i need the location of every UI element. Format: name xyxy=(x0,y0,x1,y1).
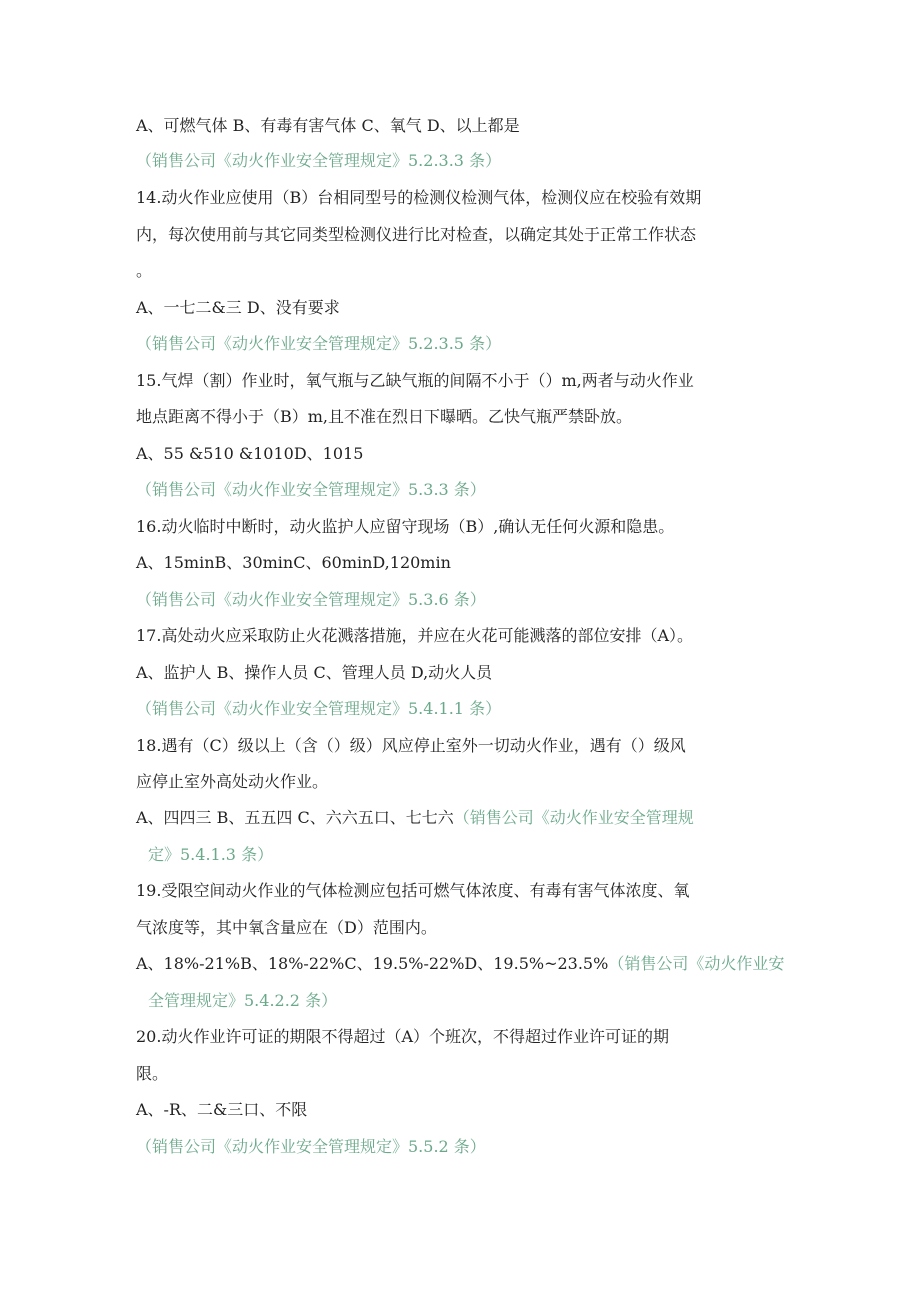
q19-question-line1: 19.受限空间动火作业的气体检测应包括可燃气体浓度、有毒有害气体浓度、氧 xyxy=(136,881,690,900)
q16-reference: （销售公司《动火作业安全管理规定》5.3.6 条） xyxy=(136,590,486,609)
q15-question-line2: 地点距离不得小于（B）m,且不准在烈日下曝晒。乙快气瓶严禁卧放。 xyxy=(136,407,633,426)
q14-question-line1: 14.动火作业应使用（B）台相同型号的检测仪检测气体，检测仪应在校验有效期 xyxy=(136,188,702,207)
q19-options xyxy=(136,953,784,975)
q20-question-line2: 限。 xyxy=(136,1064,169,1083)
q16-options: A、15minB、30minC、60minD,120min xyxy=(136,553,451,572)
q14-question-line2: 内，每次使用前与其它同类型检测仪进行比对检查，以确定其处于正常工作状态 xyxy=(136,225,697,244)
q18-question-line1: 18.遇有（C）级以上（含（）级）风应停止室外一切动火作业，遇有（）级风 xyxy=(136,736,686,755)
q14-options: A、一七二&三 D、没有要求 xyxy=(136,298,340,317)
q16-question: 16.动火临时中断时，动火监护人应留守现场（B）,确认无任何火源和隐患。 xyxy=(136,517,675,536)
q19-reference-end: 全管理规定》5.4.2.2 条） xyxy=(148,991,338,1010)
q18-question-line2: 应停止室外高处动火作业。 xyxy=(136,772,329,791)
q17-options: A、监护人 B、操作人员 C、管理人员 D,动火人员 xyxy=(136,663,493,682)
q15-reference: （销售公司《动火作业安全管理规定》5.3.3 条） xyxy=(136,480,486,499)
q19-reference-start: （销售公司《动火作业安 xyxy=(608,954,785,973)
q18-reference-end: 定》5.4.1.3 条） xyxy=(148,845,274,864)
q20-question-line1: 20.动火作业许可证的期限不得超过（A）个班次，不得超过作业许可证的期 xyxy=(136,1027,670,1046)
q18-options xyxy=(136,807,694,829)
q17-reference: （销售公司《动火作业安全管理规定》5.4.1.1 条） xyxy=(136,699,502,718)
q20-options: A、-R、二&三口、不限 xyxy=(136,1100,308,1119)
q13-options: A、可燃气体 B、有毒有害气体 C、氧气 D、以上都是 xyxy=(136,116,520,135)
q18-reference-start: （销售公司《动火作业安全管理规 xyxy=(453,808,694,827)
q19-question-line2: 气浓度等，其中氧含量应在（D）范围内。 xyxy=(136,918,437,937)
q18-options-text: A、四四三 B、五五四 C、六六五口、七七六 xyxy=(136,808,454,827)
q15-options: A、55 &510 &1010D、1015 xyxy=(136,444,364,463)
q13-reference: （销售公司《动火作业安全管理规定》5.2.3.3 条） xyxy=(136,151,502,170)
q17-question: 17.高处动火应采取防止火花溅落措施，并应在火花可能溅落的部位安排（A）。 xyxy=(136,626,694,645)
q20-reference: （销售公司《动火作业安全管理规定》5.5.2 条） xyxy=(136,1137,486,1156)
q19-options-text: A、18%-21%B、18%-22%C、19.5%-22%D、19.5%~23.5% xyxy=(136,954,609,973)
q15-question-line1: 15.气焊（割）作业时，氧气瓶与乙缺气瓶的间隔不小于（）m,两者与动火作业 xyxy=(136,371,694,390)
q14-reference: （销售公司《动火作业安全管理规定》5.2.3.5 条） xyxy=(136,334,502,353)
q14-question-line3: 。 xyxy=(136,261,153,280)
